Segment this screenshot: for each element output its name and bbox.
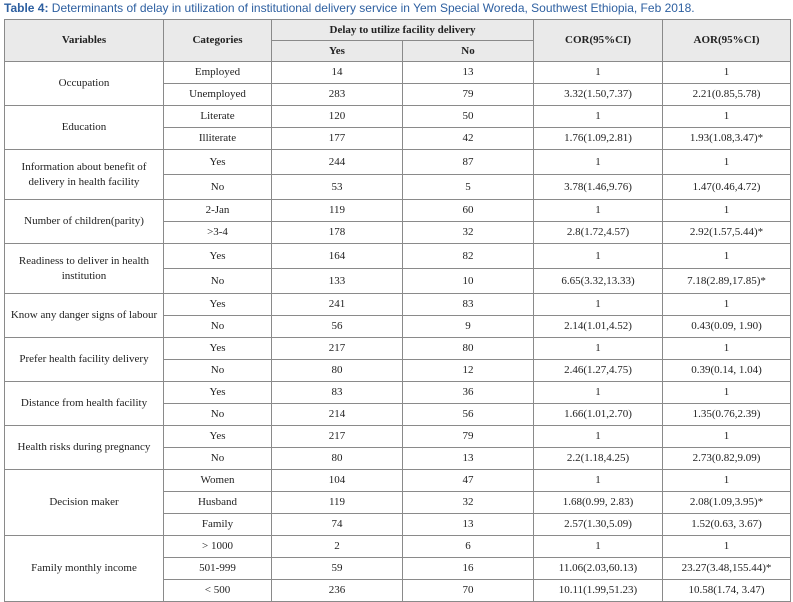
category-cell: Unemployed [164, 84, 272, 106]
header-aor: AOR(95%CI) [663, 20, 791, 62]
yes-cell: 104 [272, 470, 403, 492]
yes-cell: 164 [272, 244, 403, 269]
aor-cell: 1 [663, 470, 791, 492]
yes-cell: 236 [272, 580, 403, 602]
variable-cell: Readiness to deliver in health institution [5, 244, 164, 294]
cor-cell: 1 [534, 536, 663, 558]
cor-cell: 3.32(1.50,7.37) [534, 84, 663, 106]
aor-cell: 1.52(0.63, 3.67) [663, 514, 791, 536]
table-row [5, 244, 791, 269]
header-cor: COR(95%CI) [534, 20, 663, 62]
aor-cell: 1.47(0.46,4.72) [663, 175, 791, 200]
no-cell: 79 [403, 84, 534, 106]
no-cell: 42 [403, 128, 534, 150]
no-cell: 16 [403, 558, 534, 580]
category-cell: Yes [164, 244, 272, 269]
yes-cell: 119 [272, 200, 403, 222]
yes-cell: 59 [272, 558, 403, 580]
aor-cell: 1 [663, 338, 791, 360]
cor-cell: 6.65(3.32,13.33) [534, 269, 663, 294]
aor-cell: 1 [663, 106, 791, 128]
aor-cell: 0.43(0.09, 1.90) [663, 316, 791, 338]
cor-cell: 1 [534, 200, 663, 222]
no-cell: 79 [403, 426, 534, 448]
aor-cell: 1 [663, 382, 791, 404]
aor-cell: 1 [663, 536, 791, 558]
table-row [5, 106, 791, 128]
yes-cell: 56 [272, 316, 403, 338]
table-row [5, 536, 791, 558]
no-cell: 5 [403, 175, 534, 200]
yes-cell: 177 [272, 128, 403, 150]
category-cell: > 1000 [164, 536, 272, 558]
cor-cell: 1 [534, 294, 663, 316]
table-caption [4, 0, 789, 16]
aor-cell: 1.93(1.08,3.47)* [663, 128, 791, 150]
yes-cell: 283 [272, 84, 403, 106]
variable-cell: Occupation [5, 62, 164, 106]
no-cell: 32 [403, 492, 534, 514]
aor-cell: 2.21(0.85,5.78) [663, 84, 791, 106]
yes-cell: 120 [272, 106, 403, 128]
no-cell: 6 [403, 536, 534, 558]
aor-cell: 2.92(1.57,5.44)* [663, 222, 791, 244]
no-cell: 10 [403, 269, 534, 294]
category-cell: Women [164, 470, 272, 492]
header-no: No [403, 41, 534, 62]
no-cell: 50 [403, 106, 534, 128]
variable-cell: Prefer health facility delivery [5, 338, 164, 382]
no-cell: 13 [403, 62, 534, 84]
header-variables: Variables [5, 20, 164, 62]
cor-cell: 1 [534, 106, 663, 128]
variable-cell: Health risks during pregnancy [5, 426, 164, 470]
no-cell: 87 [403, 150, 534, 175]
no-cell: 70 [403, 580, 534, 602]
cor-cell: 10.11(1.99,51.23) [534, 580, 663, 602]
cor-cell: 1 [534, 382, 663, 404]
category-cell: No [164, 316, 272, 338]
no-cell: 56 [403, 404, 534, 426]
cor-cell: 2.8(1.72,4.57) [534, 222, 663, 244]
table-row [5, 338, 791, 360]
cor-cell: 1 [534, 150, 663, 175]
header-delay: Delay to utilize facility delivery [272, 20, 534, 41]
cor-cell: 1.66(1.01,2.70) [534, 404, 663, 426]
table-row [5, 382, 791, 404]
category-cell: Yes [164, 382, 272, 404]
yes-cell: 119 [272, 492, 403, 514]
table-row [5, 150, 791, 175]
header-categories: Categories [164, 20, 272, 62]
aor-cell: 1 [663, 150, 791, 175]
yes-cell: 80 [272, 448, 403, 470]
aor-cell: 10.58(1.74, 3.47) [663, 580, 791, 602]
cor-cell: 3.78(1.46,9.76) [534, 175, 663, 200]
table-row [5, 200, 791, 222]
cor-cell: 1 [534, 426, 663, 448]
aor-cell: 1.35(0.76,2.39) [663, 404, 791, 426]
aor-cell: 1 [663, 244, 791, 269]
yes-cell: 178 [272, 222, 403, 244]
header-yes: Yes [272, 41, 403, 62]
yes-cell: 244 [272, 150, 403, 175]
yes-cell: 241 [272, 294, 403, 316]
table-row [5, 62, 791, 84]
cor-cell: 11.06(2.03,60.13) [534, 558, 663, 580]
aor-cell: 2.73(0.82,9.09) [663, 448, 791, 470]
category-cell: < 500 [164, 580, 272, 602]
aor-cell: 23.27(3.48,155.44)* [663, 558, 791, 580]
no-cell: 13 [403, 514, 534, 536]
table-row [5, 470, 791, 492]
aor-cell: 1 [663, 200, 791, 222]
caption-label: Table 4: [4, 1, 49, 15]
variable-cell: Decision maker [5, 470, 164, 536]
category-cell: No [164, 448, 272, 470]
variable-cell: Family monthly income [5, 536, 164, 602]
variable-cell: Education [5, 106, 164, 150]
cor-cell: 1 [534, 244, 663, 269]
yes-cell: 217 [272, 338, 403, 360]
category-cell: >3-4 [164, 222, 272, 244]
no-cell: 32 [403, 222, 534, 244]
aor-cell: 1 [663, 426, 791, 448]
category-cell: Yes [164, 294, 272, 316]
cor-cell: 1 [534, 338, 663, 360]
category-cell: Yes [164, 426, 272, 448]
yes-cell: 2 [272, 536, 403, 558]
aor-cell: 7.18(2.89,17.85)* [663, 269, 791, 294]
cor-cell: 2.57(1.30,5.09) [534, 514, 663, 536]
caption-text: Determinants of delay in utilization of institutional delivery service in Yem Special Woreda, Southwest Ethiopia, Feb 2018. [48, 1, 695, 15]
category-cell: Husband [164, 492, 272, 514]
category-cell: No [164, 360, 272, 382]
no-cell: 12 [403, 360, 534, 382]
yes-cell: 214 [272, 404, 403, 426]
category-cell: Literate [164, 106, 272, 128]
yes-cell: 74 [272, 514, 403, 536]
aor-cell: 1 [663, 62, 791, 84]
category-cell: No [164, 269, 272, 294]
no-cell: 83 [403, 294, 534, 316]
cor-cell: 1.68(0.99, 2.83) [534, 492, 663, 514]
no-cell: 13 [403, 448, 534, 470]
cor-cell: 2.14(1.01,4.52) [534, 316, 663, 338]
category-cell: No [164, 404, 272, 426]
category-cell: No [164, 175, 272, 200]
table-body [5, 62, 791, 602]
cor-cell: 1 [534, 470, 663, 492]
category-cell: Employed [164, 62, 272, 84]
determinants-table [4, 19, 791, 602]
no-cell: 47 [403, 470, 534, 492]
category-cell: 501-999 [164, 558, 272, 580]
category-cell: Yes [164, 338, 272, 360]
no-cell: 60 [403, 200, 534, 222]
aor-cell: 1 [663, 294, 791, 316]
category-cell: Illiterate [164, 128, 272, 150]
aor-cell: 0.39(0.14, 1.04) [663, 360, 791, 382]
variable-cell: Distance from health facility [5, 382, 164, 426]
cor-cell: 1.76(1.09,2.81) [534, 128, 663, 150]
yes-cell: 217 [272, 426, 403, 448]
table-row [5, 294, 791, 316]
cor-cell: 2.46(1.27,4.75) [534, 360, 663, 382]
no-cell: 80 [403, 338, 534, 360]
cor-cell: 1 [534, 62, 663, 84]
variable-cell: Information about benefit of delivery in health facility [5, 150, 164, 200]
yes-cell: 133 [272, 269, 403, 294]
no-cell: 36 [403, 382, 534, 404]
no-cell: 82 [403, 244, 534, 269]
variable-cell: Number of children(parity) [5, 200, 164, 244]
cor-cell: 2.2(1.18,4.25) [534, 448, 663, 470]
no-cell: 9 [403, 316, 534, 338]
yes-cell: 14 [272, 62, 403, 84]
category-cell: Yes [164, 150, 272, 175]
yes-cell: 53 [272, 175, 403, 200]
variable-cell: Know any danger signs of labour [5, 294, 164, 338]
yes-cell: 83 [272, 382, 403, 404]
category-cell: Family [164, 514, 272, 536]
yes-cell: 80 [272, 360, 403, 382]
category-cell: 2-Jan [164, 200, 272, 222]
aor-cell: 2.08(1.09,3.95)* [663, 492, 791, 514]
table-row [5, 426, 791, 448]
